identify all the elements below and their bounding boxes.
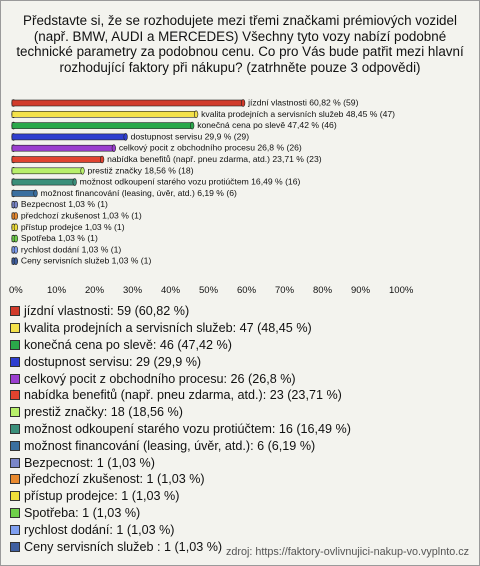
x-tick-label: 0%	[9, 285, 23, 296]
legend-item	[10, 303, 470, 320]
chart-title: Představte si, že se rozhodujete mezi třemi značkami prémiových vozidel (např. BMW, AUDI a MERCEDES) Všechny tyto vozy nabízí podobné technické parametry za podobnou cenu. Co pro Vás bude patřit mezi hlavní rozhodující faktory při nákupu? (zatrhněte pouze 3 odpovědi)	[16, 13, 464, 75]
legend-item	[10, 353, 470, 370]
legend-item	[10, 370, 470, 387]
legend-item	[10, 437, 470, 454]
x-tick-label: 80%	[313, 285, 333, 296]
legend-label: možnost odkoupení starého vozu protiúčtem: 16 (16,49 %)	[24, 421, 351, 436]
x-tick-label: 90%	[351, 285, 371, 296]
legend-swatch	[10, 508, 20, 518]
bar	[12, 100, 243, 106]
bar-label: kvalita prodejních a servisních služeb 48,45 % (47)	[201, 108, 396, 119]
bar-end-cap	[112, 145, 116, 152]
bar-end-cap	[14, 201, 18, 208]
source-credit: zdroj: https://faktory-ovlivnujici-nakup-vo.vyplnto.cz	[225, 546, 469, 558]
legend-label: Ceny servisních služeb : 1 (1,03 %)	[24, 539, 223, 554]
bar-label: nabídka benefitů (např. pneu zdarma, atd.) 23,71 % (23)	[107, 154, 322, 164]
legend-swatch	[10, 357, 20, 367]
legend-label: nabídka benefitů (např. pneu zdarma, atd.): 23 (23,71 %)	[24, 388, 342, 403]
bar-end-cap	[34, 190, 38, 197]
bar-label: celkový pocit z obchodního procesu 26,8 % (26)	[118, 142, 302, 153]
legend-item	[10, 421, 470, 438]
x-tick-label: 100%	[389, 285, 414, 296]
bar-label: Spotřeba 1,03 % (1)	[20, 233, 98, 244]
legend-item	[10, 505, 470, 522]
legend-label: Bezpecnost: 1 (1,03 %)	[24, 455, 155, 470]
bar-label: jízdní vlastnosti 60,82 % (59)	[248, 97, 359, 108]
legend-label: předchozí zkušenost: 1 (1,03 %)	[24, 472, 205, 487]
legend-swatch	[10, 525, 20, 535]
bar	[12, 145, 114, 151]
x-tick-label: 40%	[161, 285, 181, 296]
bar-label: prestiž značky 18,56 % (18)	[87, 165, 194, 176]
bar	[12, 179, 75, 185]
bar-chart	[1, 1, 479, 301]
x-tick-label: 70%	[275, 285, 295, 296]
legend-label: prestiž značky: 18 (18,56 %)	[24, 405, 183, 420]
bar-label: dostupnost servisu 29,9 % (29)	[130, 131, 250, 142]
legend-swatch	[10, 424, 20, 434]
bar-label: Bezpecnost 1,03 % (1)	[20, 199, 108, 210]
x-tick-label: 10%	[47, 285, 67, 296]
legend-label: Spotřeba: 1 (1,03 %)	[24, 505, 141, 520]
bar-end-cap	[14, 246, 18, 253]
legend-item	[10, 521, 470, 538]
legend-swatch	[10, 374, 20, 384]
legend-item	[10, 471, 470, 488]
legend-item	[10, 320, 470, 337]
legend-swatch	[10, 441, 20, 451]
legend-label: jízdní vlastnosti: 59 (60,82 %)	[24, 304, 190, 319]
bar	[12, 134, 126, 140]
bar-label: konečná cena po slevě 47,42 % (46)	[197, 120, 337, 131]
legend-item	[10, 387, 470, 404]
bar	[12, 190, 36, 196]
legend-swatch	[10, 542, 20, 552]
legend-item	[10, 337, 470, 354]
bar-end-cap	[14, 258, 18, 265]
x-tick-label: 60%	[237, 285, 257, 296]
legend-swatch	[10, 323, 20, 333]
bar-end-cap	[73, 179, 77, 186]
bar-end-cap	[14, 235, 18, 242]
bar	[12, 123, 192, 129]
bar	[12, 111, 196, 117]
legend-label: dostupnost servisu: 29 (29,9 %)	[24, 354, 202, 369]
bar-end-cap	[190, 122, 194, 129]
chart-legend	[10, 303, 470, 555]
legend-item	[10, 404, 470, 421]
legend-swatch	[10, 340, 20, 350]
legend-label: přístup prodejce: 1 (1,03 %)	[24, 489, 180, 504]
legend-swatch	[10, 491, 20, 501]
bar-label: přístup prodejce 1,03 % (1)	[20, 221, 125, 232]
legend-swatch	[10, 474, 20, 484]
legend-item	[10, 454, 470, 471]
bar-end-cap	[100, 156, 104, 163]
legend-label: konečná cena po slevě: 46 (47,42 %)	[24, 337, 232, 352]
legend-label: kvalita prodejních a servisních služeb: 47 (48,45 %)	[24, 321, 312, 336]
bar-end-cap	[241, 100, 245, 107]
x-tick-label: 20%	[85, 285, 105, 296]
legend-label: rychlost dodání: 1 (1,03 %)	[24, 522, 175, 537]
legend-label: celkový pocit z obchodního procesu: 26 (26,8 %)	[24, 371, 296, 386]
bar	[12, 168, 83, 174]
bar-end-cap	[81, 167, 85, 174]
bar-label: možnost odkoupení starého vozu protiúčtem 16,49 % (16)	[79, 176, 301, 187]
legend-swatch	[10, 306, 20, 316]
x-tick-label: 50%	[199, 285, 219, 296]
legend-swatch	[10, 458, 20, 468]
legend-item	[10, 488, 470, 505]
bar-end-cap	[14, 224, 18, 231]
bar-label: možnost financování (leasing, úvěr, atd.) 6,19 % (6)	[40, 187, 237, 198]
bar-end-cap	[194, 111, 198, 118]
bar-label: předchozí zkušenost 1,03 % (1)	[20, 210, 142, 221]
bar-end-cap	[14, 213, 18, 220]
legend-swatch	[10, 390, 20, 400]
bar-label: rychlost dodání 1,03 % (1)	[20, 244, 122, 255]
bar	[12, 157, 102, 163]
legend-swatch	[10, 407, 20, 417]
legend-label: možnost financování (leasing, úvěr, atd.): 6 (6,19 %)	[24, 438, 316, 453]
bar-end-cap	[124, 133, 128, 140]
x-tick-label: 30%	[123, 285, 143, 296]
bar-label: Ceny servisních služeb 1,03 % (1)	[20, 255, 152, 266]
